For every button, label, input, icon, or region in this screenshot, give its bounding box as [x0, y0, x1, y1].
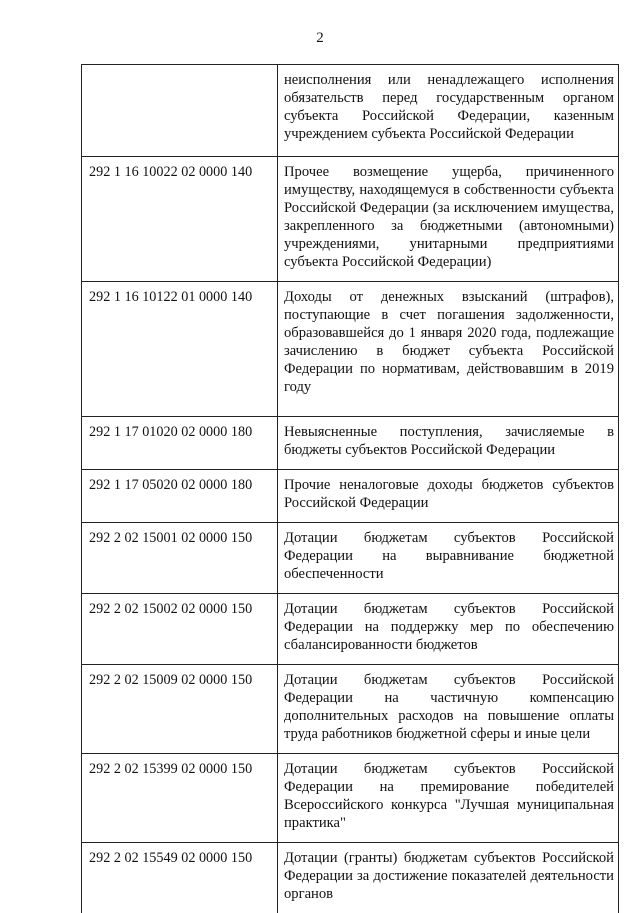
code-cell: 292 1 17 05020 02 0000 180 [82, 470, 278, 523]
code-cell: 292 2 02 15002 02 0000 150 [82, 594, 278, 665]
description-cell: Дотации бюджетам субъектов Российской Федерации на поддержку мер по обеспечению сбалансированности бюджетов [278, 594, 619, 665]
code-cell: 292 2 02 15001 02 0000 150 [82, 523, 278, 594]
description-cell: Дотации (гранты) бюджетам субъектов Российской Федерации за достижение показателей деятельности органов [278, 843, 619, 913]
code-cell: 292 2 02 15009 02 0000 150 [82, 665, 278, 754]
code-cell: 292 2 02 15549 02 0000 150 [82, 843, 278, 913]
table-row [82, 282, 619, 417]
code-cell [82, 65, 278, 157]
description-cell: Невыясненные поступления, зачисляемые в бюджеты субъектов Российской Федерации [278, 417, 619, 470]
table-row [82, 65, 619, 157]
table-row [82, 523, 619, 594]
description-cell: Доходы от денежных взысканий (штрафов), поступающие в счет погашения задолженности, образовавшейся до 1 января 2020 года, подлежащие зачислению в бюджет субъекта Российской Федерации по нормативам, действовавшим в 2019 году [278, 282, 619, 417]
revenue-codes-table [81, 64, 619, 913]
table-row [82, 754, 619, 843]
table-row [82, 417, 619, 470]
description-cell: Прочее возмещение ущерба, причиненного имуществу, находящемуся в собственности субъекта Российской Федерации (за исключением имущества, закрепленного за бюджетными (автономными) учреждениями, унитарными предприятиями субъекта Российской Федерации) [278, 157, 619, 282]
description-cell: Прочие неналоговые доходы бюджетов субъектов Российской Федерации [278, 470, 619, 523]
code-cell: 292 1 17 01020 02 0000 180 [82, 417, 278, 470]
description-cell: Дотации бюджетам субъектов Российской Федерации на выравнивание бюджетной обеспеченности [278, 523, 619, 594]
description-cell: неисполнения или ненадлежащего исполнения обязательств перед государственным органом субъекта Российской Федерации, казенным учреждением субъекта Российской Федерации [278, 65, 619, 157]
description-cell: Дотации бюджетам субъектов Российской Федерации на частичную компенсацию дополнительных расходов на повышение оплаты труда работников бюджетной сферы и иные цели [278, 665, 619, 754]
code-cell: 292 2 02 15399 02 0000 150 [82, 754, 278, 843]
code-cell: 292 1 16 10122 01 0000 140 [82, 282, 278, 417]
table-row [82, 470, 619, 523]
code-cell: 292 1 16 10022 02 0000 140 [82, 157, 278, 282]
table-row [82, 665, 619, 754]
description-cell: Дотации бюджетам субъектов Российской Федерации на премирование победителей Всероссийского конкурса "Лучшая муниципальная практика" [278, 754, 619, 843]
table-row [82, 843, 619, 913]
table-row [82, 157, 619, 282]
table-row [82, 594, 619, 665]
page-number: 2 [0, 30, 640, 47]
